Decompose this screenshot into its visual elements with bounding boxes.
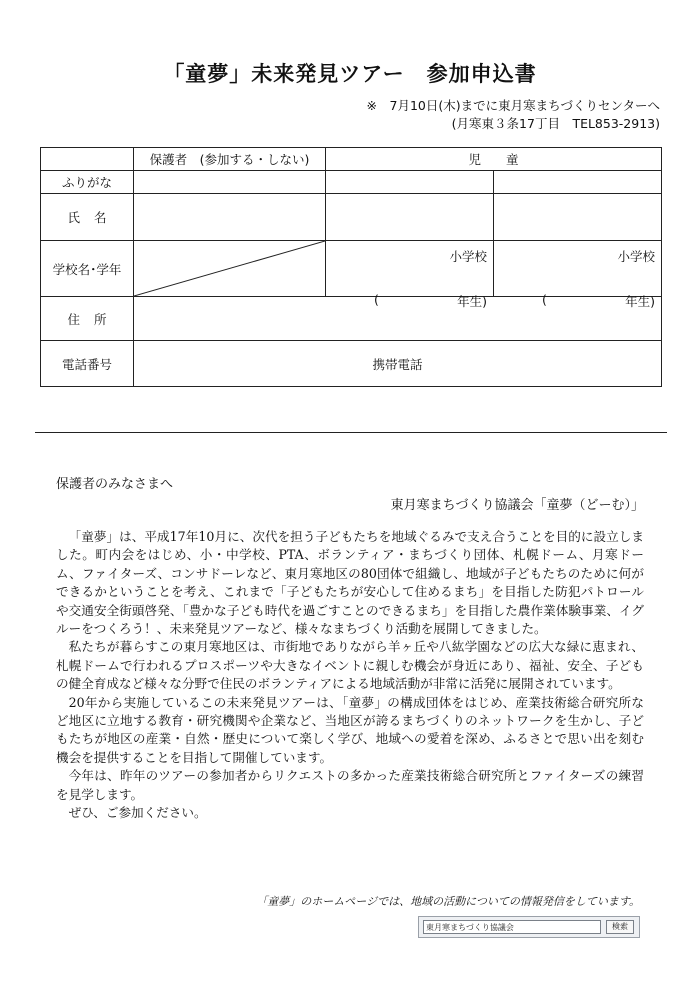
- child2-furigana-field[interactable]: [494, 171, 662, 194]
- grade-suffix: 年生): [457, 294, 487, 309]
- school-suffix: 小学校: [449, 249, 487, 264]
- address-field[interactable]: [134, 297, 662, 341]
- section-divider: [35, 432, 667, 433]
- page-title: 「童夢」未来発見ツアー 参加申込書: [163, 62, 537, 86]
- child1-school-field[interactable]: [326, 241, 494, 309]
- letter-body: [56, 528, 644, 823]
- deadline-note: ※ 7月10日(木)までに東月寒まちづくりセンターへ: [366, 98, 660, 113]
- school-label: 学校名･学年: [41, 241, 134, 297]
- letter-greeting: 保護者のみなさまへ: [56, 477, 174, 492]
- mobile-label: 携帯電話: [372, 356, 423, 372]
- homepage-note: 「童夢」のホームページでは、地域の活動についての情報発信をしています。: [256, 895, 640, 908]
- letter-paragraph: 今年は、昨年のツアーの参加者からリクエストの多かった産業技術総合研究所とファイターズの練習を見学します。: [56, 768, 644, 802]
- guardian-name-field[interactable]: [134, 194, 326, 241]
- guardian-header: 保護者 (参加する・しない): [134, 148, 326, 171]
- child-header: 児 童: [326, 148, 662, 171]
- guardian-furigana-field[interactable]: [134, 171, 326, 194]
- child1-furigana-field[interactable]: [326, 171, 494, 194]
- diagonal-line: [134, 241, 325, 296]
- name-label: 氏名: [41, 194, 134, 241]
- center-address: (月寒東３条17丁目 TEL853-2913): [451, 116, 660, 131]
- address-label: 住所: [41, 297, 134, 341]
- letter-paragraph: 「童夢」は、平成17年10月に、次代を担う子どもたちを地域ぐるみで支え合うことを目的に設立しました。町内会をはじめ、小・中学校、PTA、ボランティア・まちづくり団体、札幌ドーム、月寒ドーム、ファイターズ、コンサドーレなど、東月寒地区の80団体で組織し、地域が子どもたちのために何ができるかということを考え、これまで「子どもたちが安心して住めるまち」を目指した防犯パトロールや交通安全街頭啓発、「豊かな子ども時代を過ごすことのできるまち」を目指した農作業体験事業、イグルーをつくろう！、未来発見ツアーなど、様々なまちづくり活動を展開してきました。: [56, 529, 644, 637]
- search-bar: [418, 916, 640, 938]
- grade-open-paren: (: [542, 292, 547, 307]
- letter-paragraph: ぜひ、ご参加ください。: [68, 805, 207, 821]
- mobile-phone-field[interactable]: [134, 341, 662, 387]
- child2-school-field[interactable]: [494, 241, 662, 309]
- grade-suffix: 年生): [625, 294, 656, 309]
- grade-open-paren: (: [374, 292, 379, 307]
- search-button[interactable]: 検索: [606, 920, 634, 934]
- search-input[interactable]: [423, 920, 601, 934]
- corner-cell: [41, 148, 134, 171]
- application-form: [40, 147, 662, 387]
- child2-name-field[interactable]: [494, 194, 662, 241]
- furigana-label: ふりがな: [41, 171, 134, 194]
- guardian-school-na: [134, 241, 326, 297]
- child1-name-field[interactable]: [326, 194, 494, 241]
- letter-paragraph: 20年から実施しているこの未来発見ツアーは、「童夢」の構成団体をはじめ、産業技術総合研究所など地区に立地する教育・研究機関や企業など、当地区が誇るまちづくりのネットワークを生かし、子どもたちが地区の産業・自然・歴史について楽しく学び、地域への愛着を深め、ふるさとで思い出を刻む機会を提供することを目指して開催しています。: [56, 694, 644, 765]
- letter-paragraph: 私たちが暮らすこの東月寒地区は、市街地でありながら羊ヶ丘や八紘学園などの広大な緑に恵まれ、札幌ドームで行われるプロスポーツや大きなイベントに親しむ機会が身近にあり、福祉、安全、子どもの健全育成など様々な分野で住民のボランティアによる地域活動が非常に活発に展開されています。: [56, 639, 644, 692]
- school-suffix: 小学校: [617, 249, 656, 264]
- phone-label: 電話番号: [41, 341, 134, 387]
- letter-organization: 東月寒まちづくり協議会「童夢（どーむ）」: [390, 498, 644, 513]
